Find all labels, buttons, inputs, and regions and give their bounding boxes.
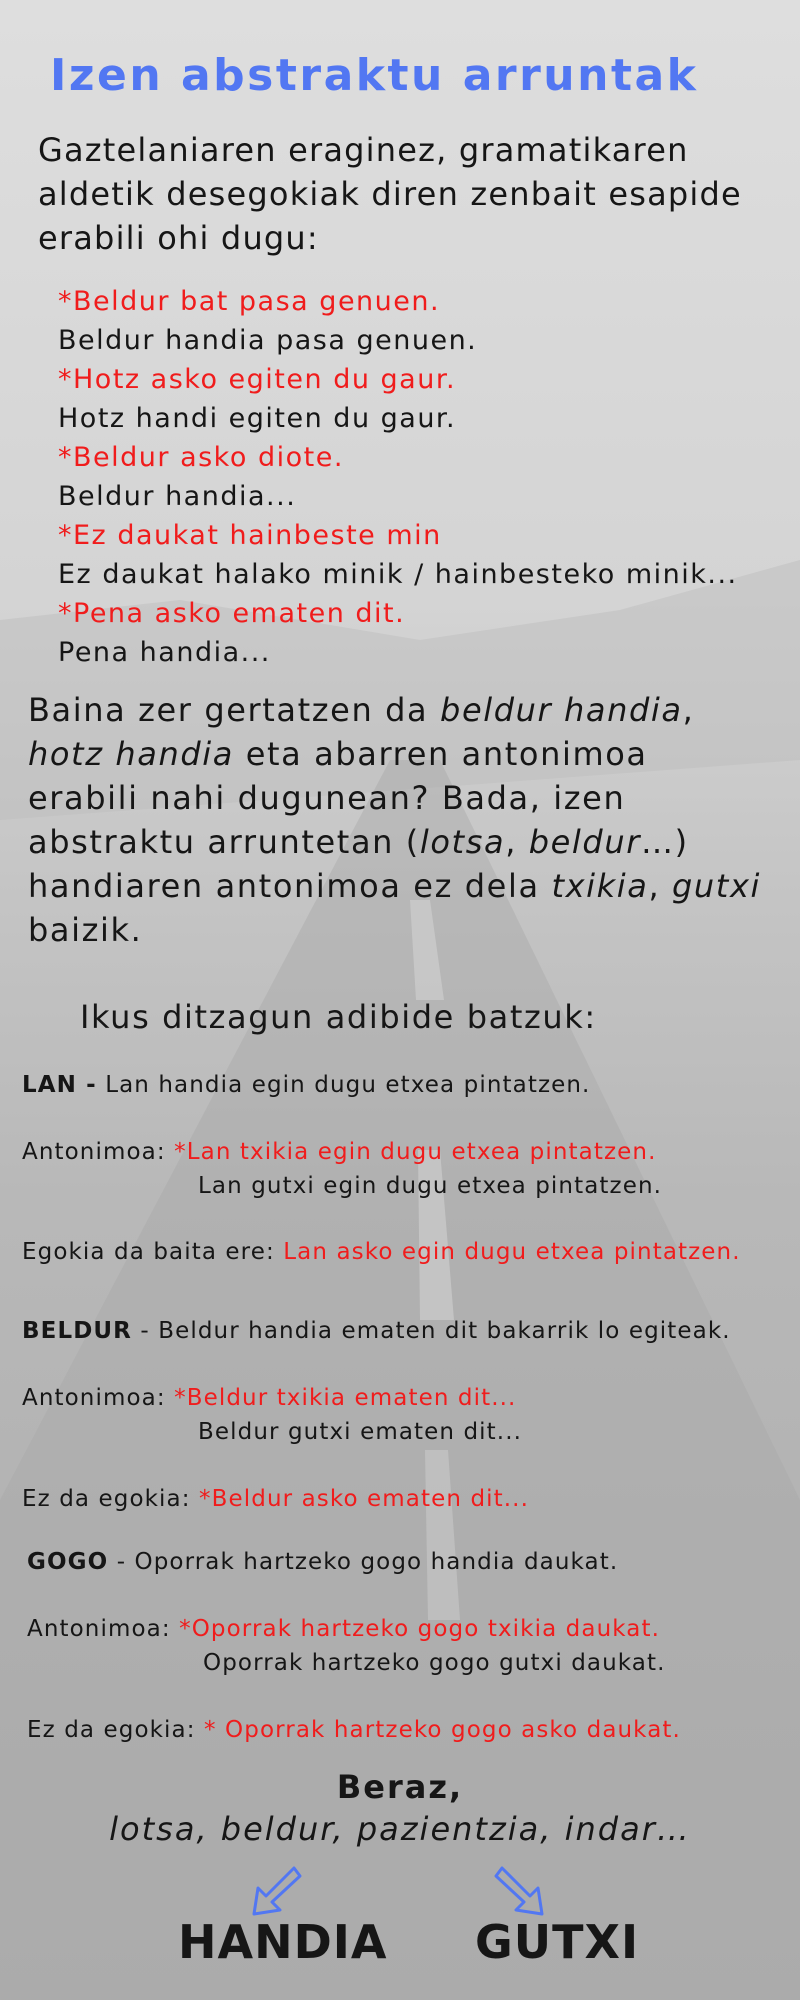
beldur-sentence: - Beldur handia ematen dit bakarrik lo egiteak. (140, 1318, 731, 1344)
example-correct: Pena handia... (58, 637, 271, 668)
question-text: Baina zer gertatzen da (28, 691, 441, 729)
question-italic: beldur (528, 823, 641, 861)
examples-heading: Ikus ditzagun adibide batzuk: (80, 998, 597, 1036)
question-text: …) handiaren antonimoa ez dela (28, 823, 689, 905)
gogo-sentence-line (27, 1549, 618, 1575)
extra-label: Ez da egokia: (27, 1717, 196, 1743)
beldur-sentence-line (22, 1318, 731, 1344)
gogo-sentence: - Oporrak hartzeko gogo handia daukat. (116, 1549, 619, 1575)
beldur-extra-line (22, 1486, 529, 1512)
page-title: Izen abstraktu arruntak (50, 50, 699, 101)
example-incorrect: *Hotz asko egiten du gaur. (58, 364, 457, 395)
lan-sentence: Lan handia egin dugu etxea pintatzen. (105, 1072, 591, 1098)
question-text: , (648, 867, 672, 905)
question-text: , (682, 691, 695, 729)
intro-paragraph: Gaztelaniaren eraginez, gramatikaren aldetik desegokiak diren zenbait esapide erabili ohi dugu: (38, 131, 742, 257)
arrow-down-right-icon (492, 1864, 548, 1920)
keyword-word: pazientzia (356, 1810, 541, 1848)
extra-text: * Oporrak hartzeko gogo asko daukat. (204, 1717, 681, 1743)
antonym-correct: Beldur gutxi ematen dit... (198, 1419, 523, 1445)
lan-sentence-line (22, 1072, 590, 1098)
question-italic: hotz handia (28, 735, 234, 773)
example-correct: Beldur handia pasa genuen. (58, 325, 478, 356)
example-incorrect: *Beldur bat pasa genuen. (58, 286, 441, 317)
keyword-gogo: GOGO (27, 1549, 109, 1575)
gutxi-word: GUTXI (475, 1915, 640, 1969)
antonym-correct: Oporrak hartzeko gogo gutxi daukat. (203, 1650, 666, 1676)
example-incorrect: *Ez daukat hainbeste min (58, 520, 442, 551)
antonym-label: Antonimoa: (22, 1385, 166, 1411)
question-text: eta abarren antonimoa erabili nahi dugunean? Bada, izen abstraktu arruntetan ( (28, 735, 648, 861)
antonym-incorrect: *Oporrak hartzeko gogo txikia daukat. (179, 1616, 660, 1642)
antonym-correct: Lan gutxi egin dugu etxea pintatzen. (198, 1173, 663, 1199)
question-italic: txikia (551, 867, 649, 905)
antonym-incorrect: *Lan txikia egin dugu etxea pintatzen. (174, 1139, 657, 1165)
question-text: , (505, 823, 529, 861)
example-incorrect: *Beldur asko diote. (58, 442, 344, 473)
separator: , (540, 1810, 565, 1848)
conclusion-heading: Beraz, (336, 1768, 464, 1806)
antonym-incorrect: *Beldur txikia ematen dit... (174, 1385, 517, 1411)
examples-list (58, 282, 738, 672)
extra-text: *Beldur asko ematen dit... (199, 1486, 530, 1512)
extra-label: Ez da egokia: (22, 1486, 191, 1512)
example-incorrect: *Pena asko ematen dit. (58, 598, 406, 629)
question-text: baizik. (28, 911, 143, 949)
gogo-antonym-line (27, 1616, 660, 1642)
extra-text: Lan asko egin dugu etxea pintatzen. (283, 1239, 741, 1265)
keyword-beldur: BELDUR (22, 1318, 132, 1344)
conclusion-keywords (0, 1810, 800, 1848)
separator: , (332, 1810, 357, 1848)
keyword-word: indar (564, 1810, 657, 1848)
arrow-down-left-icon (248, 1864, 304, 1920)
question-italic: lotsa (419, 823, 506, 861)
question-italic: gutxi (672, 867, 761, 905)
example-correct: Hotz handi egiten du gaur. (58, 403, 457, 434)
antonym-label: Antonimoa: (22, 1139, 166, 1165)
lan-extra-line (22, 1239, 741, 1265)
keyword-word: lotsa (109, 1810, 197, 1848)
extra-label: Egokia da baita ere: (22, 1239, 275, 1265)
keyword-lan: LAN - (22, 1072, 97, 1098)
question-italic: beldur handia (440, 691, 683, 729)
question-paragraph (28, 688, 768, 952)
gogo-extra-line (27, 1717, 681, 1743)
beldur-antonym-line (22, 1385, 516, 1411)
example-correct: Ez daukat halako minik / hainbesteko minik... (58, 559, 738, 590)
antonym-label: Antonimoa: (27, 1616, 171, 1642)
ellipsis: … (656, 1810, 691, 1848)
example-correct: Beldur handia... (58, 481, 297, 512)
lan-antonym-line (22, 1139, 657, 1165)
separator: , (196, 1810, 221, 1848)
handia-word: HANDIA (178, 1915, 388, 1969)
keyword-word: beldur (220, 1810, 333, 1848)
